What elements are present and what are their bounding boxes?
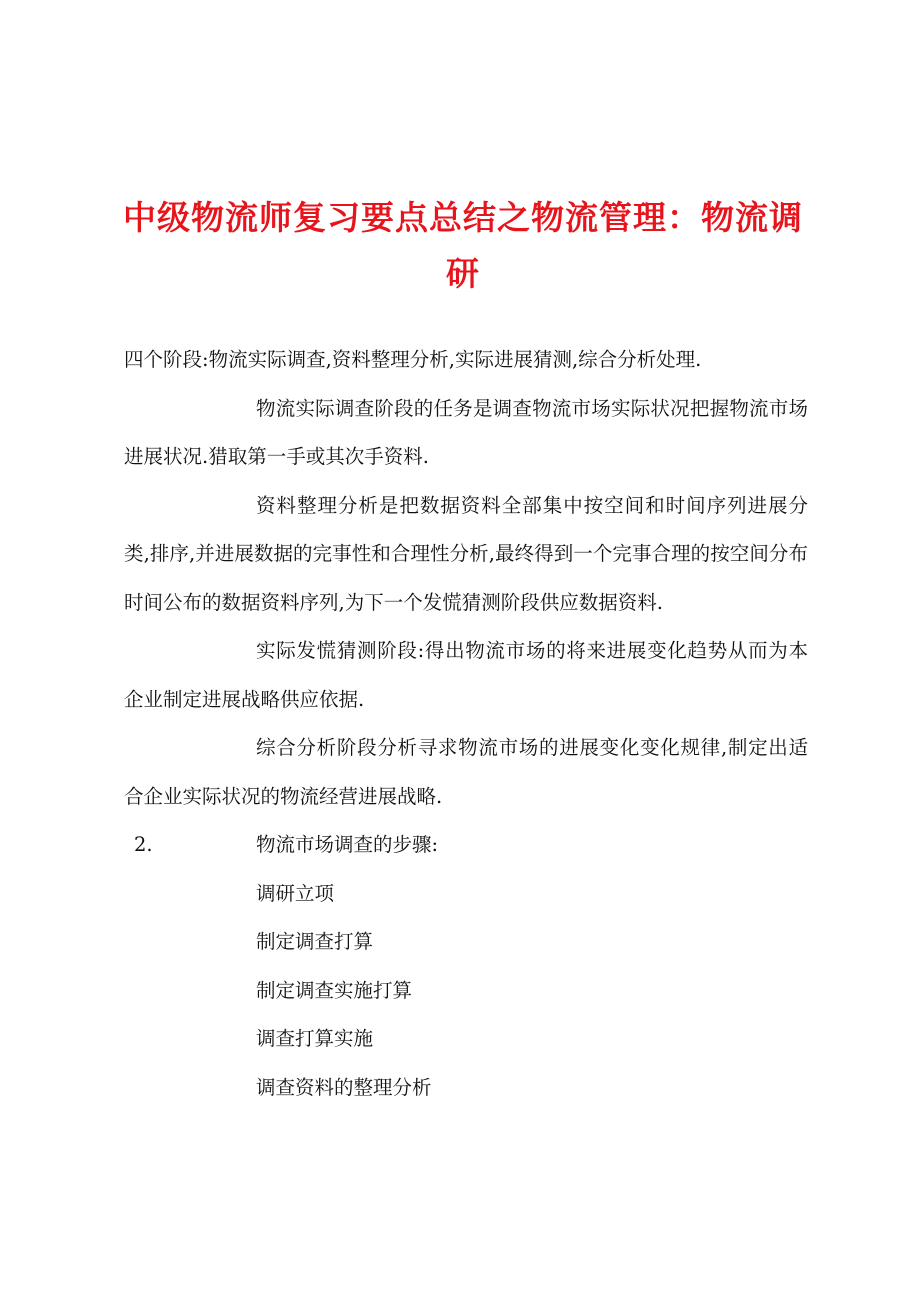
section-heading-line <box>124 821 808 870</box>
paragraph-synthesis: 综合分析阶段分析寻求物流市场的进展变化变化规律,制定出适合企业实际状况的物流经营进展战略. <box>124 736 808 808</box>
paragraph-stages: 四个阶段:物流实际调查,资料整理分析,实际进展猜测,综合分析处理. <box>124 348 702 371</box>
list-item: 调查打算实施 <box>256 1027 374 1050</box>
paragraph-forecast: 实际发慌猜测阶段:得出物流市场的将来进展变化趋势从而为本企业制定进展战略供应依据. <box>124 639 808 711</box>
list-item: 调研立项 <box>256 881 335 905</box>
list-item: 制定调查打算 <box>256 930 374 953</box>
paragraph-analysis: 资料整理分析是把数据资料全部集中按空间和时间序列进展分类,排序,并进展数据的完事性和合理性分析,最终得到一个完事合理的按空间分布时间公布的数据资料序列,为下一个发慌猜测阶段供应数据资料. <box>124 493 808 614</box>
list-item: 调查资料的整理分析 <box>256 1075 432 1099</box>
document-title: 中级物流师复习要点总结之物流管理：物流调研 <box>123 198 803 293</box>
document-body <box>124 336 808 1112</box>
section-heading: 物流市场调查的步骤: <box>256 833 439 856</box>
paragraph-survey: 物流实际调查阶段的任务是调查物流市场实际状况把握物流市场进展状况.猎取第一手或其次手资料. <box>124 396 808 468</box>
list-item: 制定调查实施打算 <box>256 978 413 1002</box>
section-number: 2. <box>134 833 153 856</box>
